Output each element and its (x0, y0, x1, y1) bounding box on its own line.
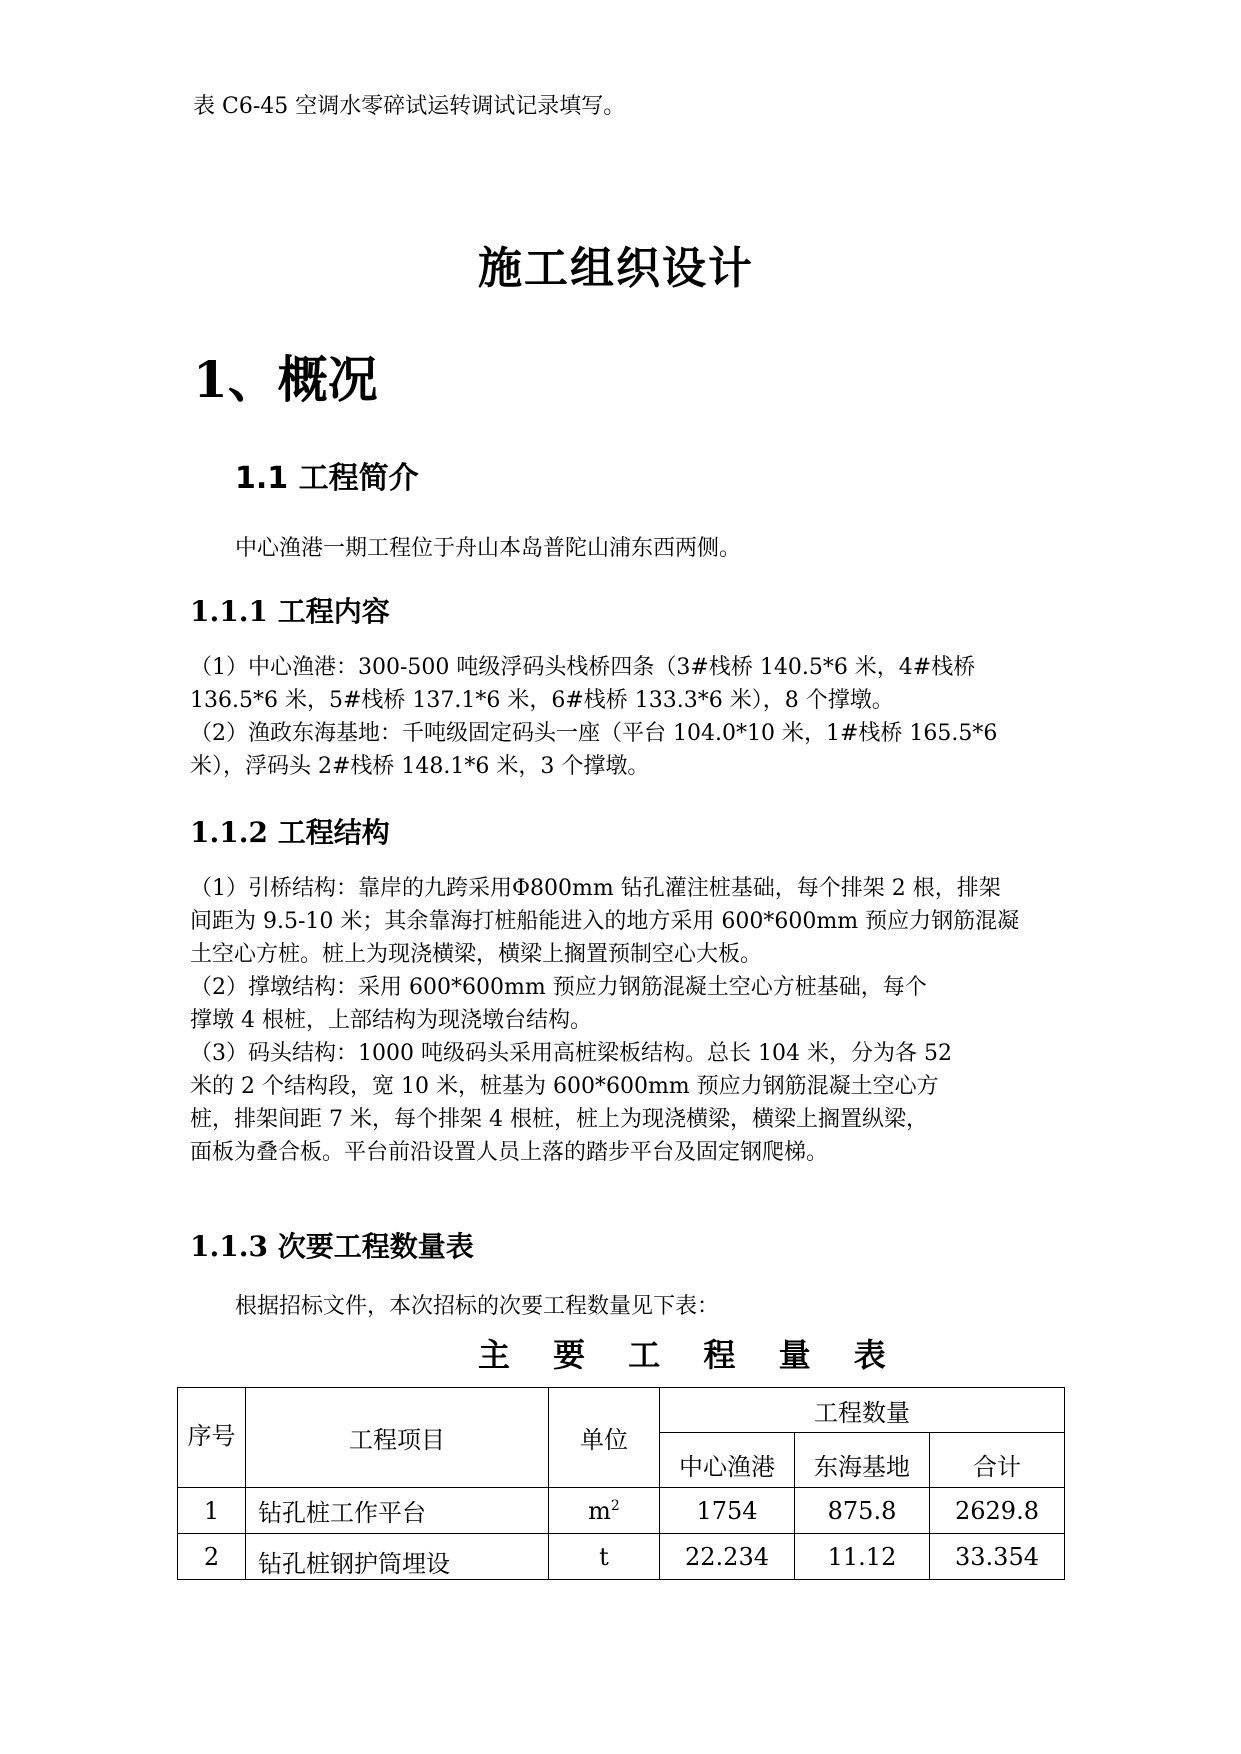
section-heading-1: 1、概况 (193, 350, 378, 409)
header-total: 合计 (930, 1433, 1065, 1488)
table-header-row (178, 1388, 1065, 1433)
section-heading-1-1-1: 1.1.1 工程内容 (190, 595, 390, 628)
cell-index: 2 (178, 1534, 246, 1580)
structure-line: （3）码头结构：1000 吨级码头采用高桩梁板结构。总长 104 米，分为各 52 (190, 1041, 952, 1066)
table-title: 主 要 工 程 量 表 (478, 1336, 902, 1374)
structure-line: 间距为 9.5-10 米；其余靠海打桩船能进入的地方采用 600*600mm 预应力钢筋混凝 (190, 909, 1020, 934)
section-heading-1-1-3: 1.1.3 次要工程数量表 (190, 1230, 474, 1263)
quantity-table (177, 1387, 1065, 1580)
section-heading-1-1-2: 1.1.2 工程结构 (190, 816, 390, 849)
cell-zhongxin: 1754 (660, 1488, 795, 1534)
content-line: （2）渔政东海基地：千吨级固定码头一座（平台 104.0*10 米，1#栈桥 165.5*6 (190, 721, 998, 746)
header-item: 工程项目 (246, 1388, 549, 1488)
table-row (178, 1534, 1065, 1580)
cell-index: 1 (178, 1488, 246, 1534)
header-zhongxin: 中心渔港 (660, 1433, 795, 1488)
cell-item: 钻孔桩钢护筒埋设 (246, 1534, 549, 1580)
structure-line: 土空心方桩。桩上为现浇横梁，横梁上搁置预制空心大板。 (190, 942, 763, 967)
structure-line: （2）撑墩结构：采用 600*600mm 预应力钢筋混凝土空心方桩基础，每个 (190, 975, 927, 1000)
cell-item: 钻孔桩工作平台 (246, 1488, 549, 1534)
header-quantity: 工程数量 (660, 1388, 1065, 1433)
header-unit: 单位 (549, 1388, 660, 1488)
structure-line: 面板为叠合板。平台前沿设置人员上落的踏步平台及固定钢爬梯。 (190, 1140, 829, 1165)
structure-line: 撑墩 4 根桩，上部结构为现浇墩台结构。 (190, 1008, 592, 1033)
header-donghai: 东海基地 (795, 1433, 930, 1488)
structure-line: （1）引桥结构：靠岸的九跨采用Φ800mm 钻孔灌注桩基础，每个排架 2 根，排架 (190, 876, 1001, 901)
top-note: 表 C6-45 空调水零碎试运转调试记录填写。 (193, 94, 626, 119)
cell-total: 2629.8 (930, 1488, 1065, 1534)
content-line: （1）中心渔港：300-500 吨级浮码头栈桥四条（3#栈桥 140.5*6 米，4#栈桥 (190, 655, 976, 680)
content-line: 136.5*6 米，5#栈桥 137.1*6 米，6#栈桥 133.3*6 米），8 个撑墩。 (190, 688, 894, 713)
cell-unit: $m^2$ (549, 1488, 660, 1534)
header-index: 序号 (178, 1388, 246, 1488)
cell-unit: t (549, 1534, 660, 1580)
table-intro: 根据招标文件，本次招标的次要工程数量见下表： (235, 1294, 720, 1319)
content-paragraph (190, 651, 997, 783)
cell-total: 33.354 (930, 1534, 1065, 1580)
cell-donghai: 11.12 (795, 1534, 930, 1580)
cell-donghai: 875.8 (795, 1488, 930, 1534)
structure-line: 桩，排架间距 7 米，每个排架 4 根桩，桩上为现浇横梁，横梁上搁置纵梁， (190, 1107, 928, 1132)
section-heading-1-1: 1.1 工程简介 (235, 461, 419, 496)
intro-paragraph: 中心渔港一期工程位于舟山本岛普陀山浦东西两侧。 (235, 536, 742, 561)
structure-line: 米的 2 个结构段，宽 10 米，桩基为 600*600mm 预应力钢筋混凝土空心方 (190, 1074, 939, 1099)
content-line: 米），浮码头 2#栈桥 148.1*6 米，3 个撑墩。 (190, 754, 650, 779)
table-row (178, 1488, 1065, 1534)
cell-zhongxin: 22.234 (660, 1534, 795, 1580)
structure-paragraph (190, 872, 1019, 1169)
document-title: 施工组织设计 (478, 243, 754, 294)
